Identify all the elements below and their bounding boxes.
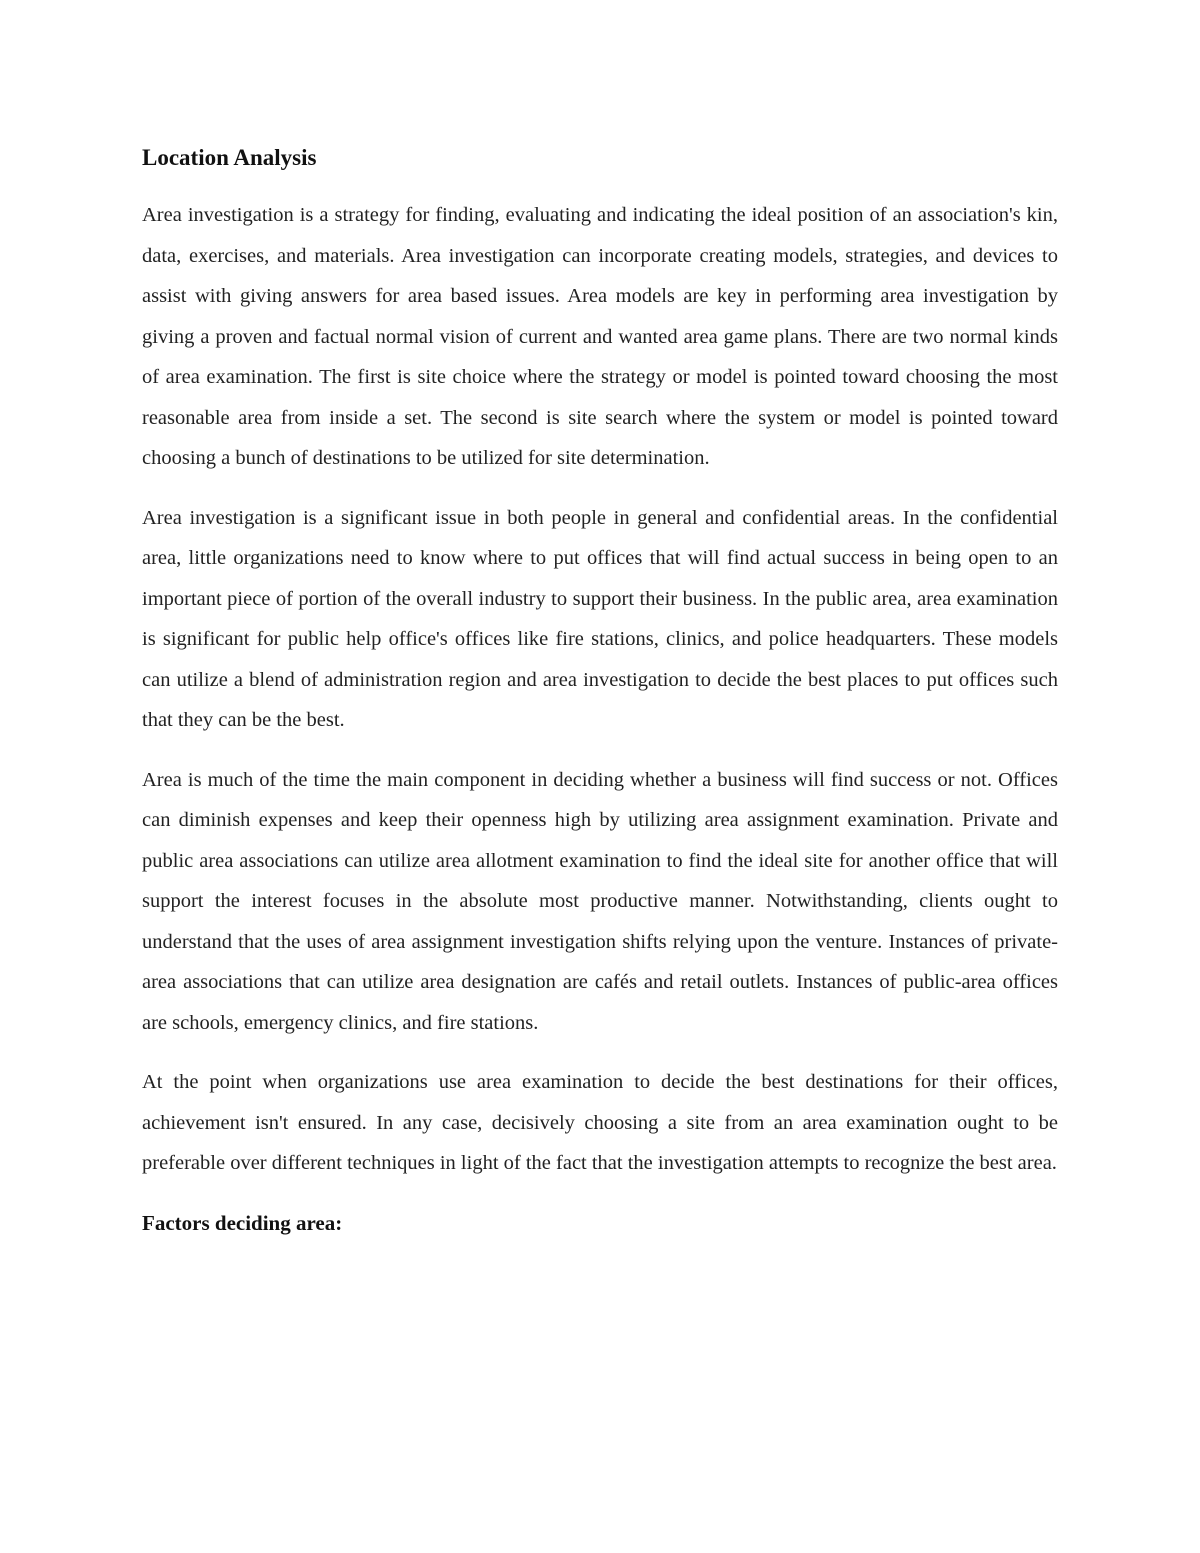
paragraph-1: Area investigation is a strategy for finding, evaluating and indicating the ideal position of an association's kin, data, exercises, and materials. Area investigation can incorporate creating models, strategies, and devices to assist with giving answers for area based issues. Area models are key in performing area investigation by giving a proven and factual normal vision of current and wanted area game plans. There are two normal kinds of area examination. The first is site choice where the strategy or model is pointed toward choosing the most reasonable area from inside a set. The second is site search where the system or model is pointed toward choosing a bunch of destinations to be utilized for site determination.	[142, 204, 1058, 469]
paragraph-3: Area is much of the time the main component in deciding whether a business will find success or not. Offices can diminish expenses and keep their openness high by utilizing area assignment examination. Private and public area associations can utilize area allotment examination to find the ideal site for another office that will support the interest focuses in the absolute most productive manner. Notwithstanding, clients ought to understand that the uses of area assignment investigation shifts relying upon the venture. Instances of private-area associations that can utilize area designation are cafés and retail outlets. Instances of public-area offices are schools, emergency clinics, and fire stations.	[142, 768, 1058, 1034]
paragraph-4: At the point when organizations use area examination to decide the best destinations for their offices, achievement isn't ensured. In any case, decisively choosing a site from an area examination ought to be preferable over different techniques in light of the fact that the investigation attempts to recognize the best area.	[142, 1071, 1058, 1174]
document-title: Location Analysis	[142, 145, 317, 170]
section-heading-factors: Factors deciding area:	[142, 1210, 343, 1235]
paragraph-2: Area investigation is a significant issue in both people in general and confidential areas. In the confidential area, little organizations need to know where to put offices that will find actual success in being open to an important piece of portion of the overall industry to support their business. In the public area, area examination is significant for public help office's offices like fire stations, clinics, and police headquarters. These models can utilize a blend of administration region and area investigation to decide the best places to put offices such that they can be the best.	[142, 506, 1058, 731]
document-body	[142, 140, 1058, 1243]
